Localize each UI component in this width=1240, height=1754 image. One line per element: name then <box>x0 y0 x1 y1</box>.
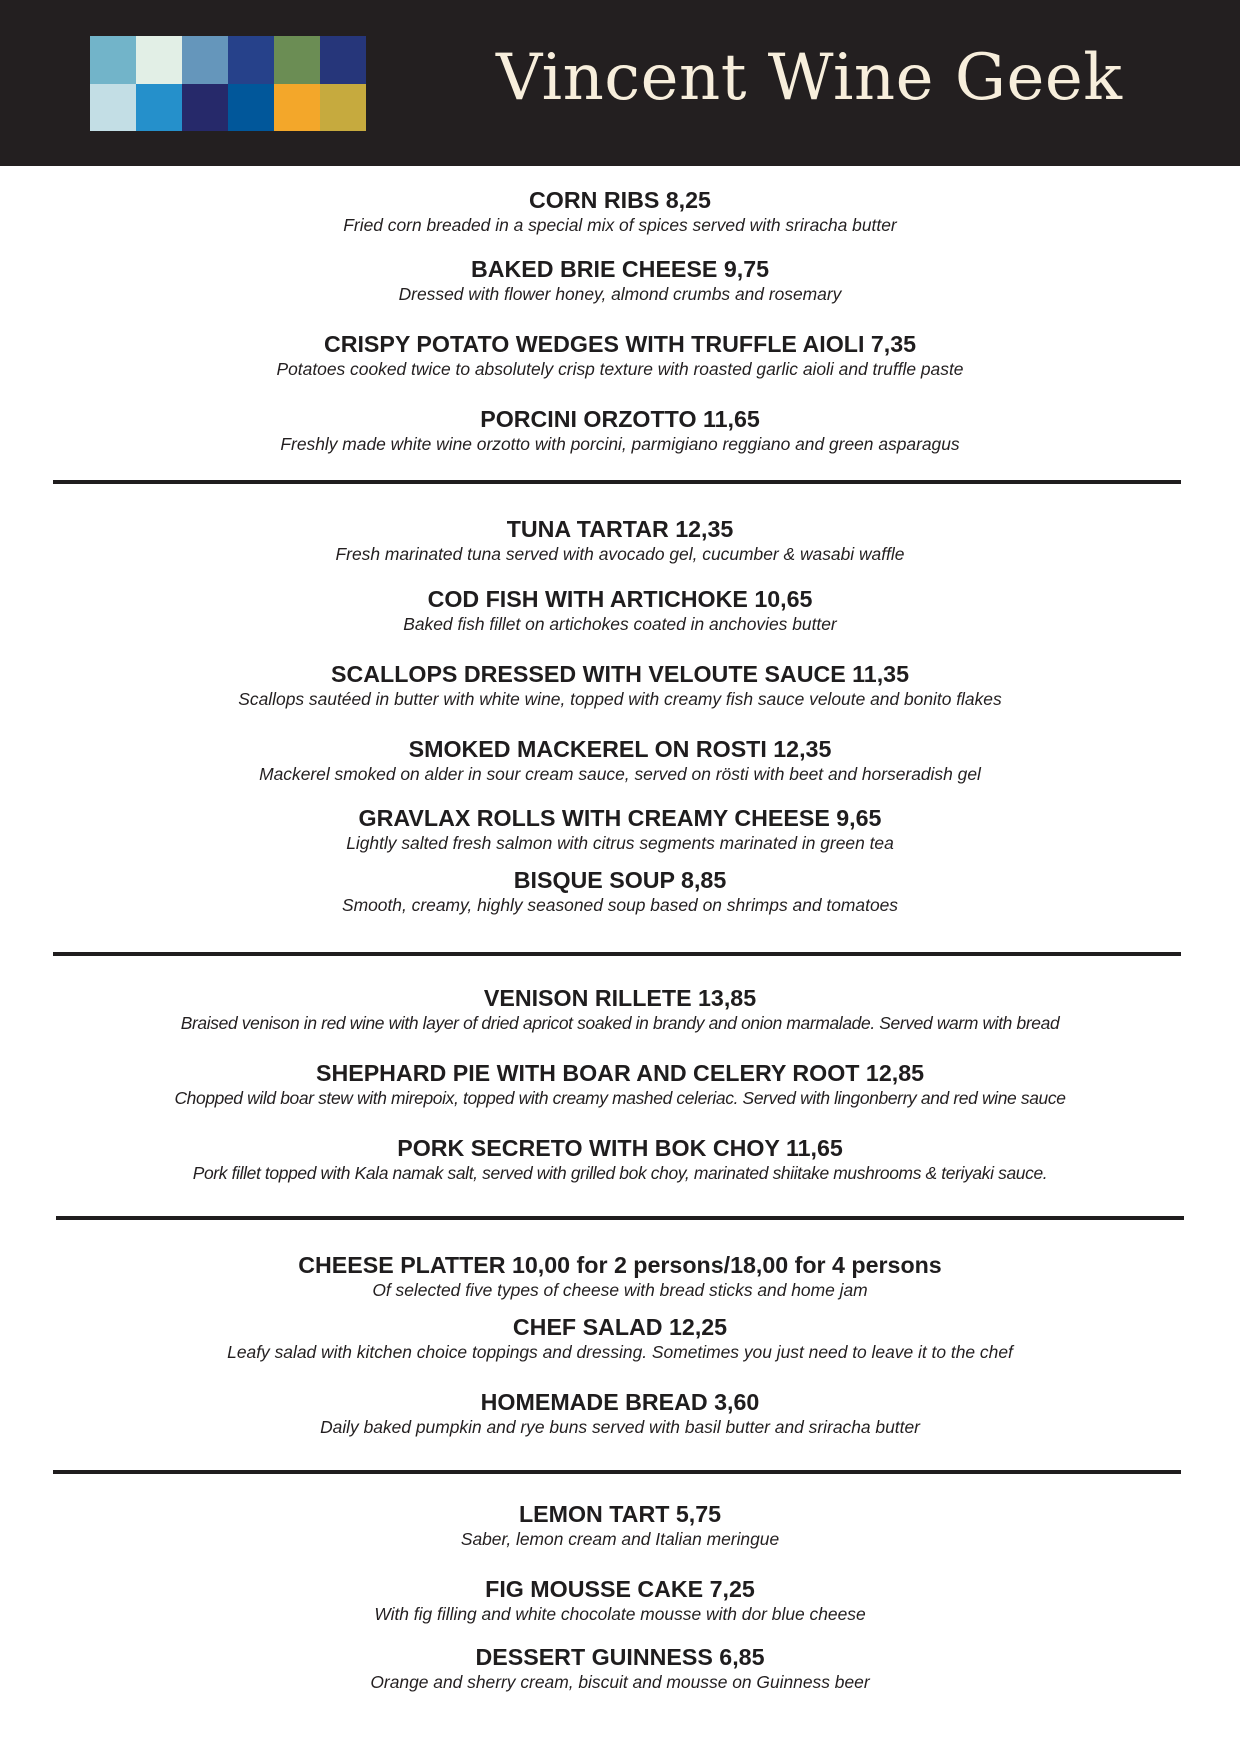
menu-item <box>0 255 1240 305</box>
logo-tile <box>90 84 136 132</box>
menu-item <box>0 1643 1240 1693</box>
menu-item <box>0 1251 1240 1301</box>
logo-tile <box>182 84 228 132</box>
menu-item <box>0 1388 1240 1438</box>
menu-item <box>0 984 1240 1034</box>
menu-item-description: Daily baked pumpkin and rye buns served with basil butter and sriracha butter <box>320 1417 920 1437</box>
menu-item-name: DESSERT GUINNESS 6,85 <box>475 1644 765 1670</box>
menu-item-name: VENISON RILLETE 13,85 <box>483 985 757 1011</box>
logo-tile <box>320 36 366 84</box>
menu-item-name: LEMON TART 5,75 <box>518 1501 722 1527</box>
menu-item-name: PORK SECRETO WITH BOK CHOY 11,65 <box>397 1135 843 1161</box>
menu-item-description: Fresh marinated tuna served with avocado gel, cucumber & wasabi waffle <box>335 544 905 564</box>
menu-item-name: BISQUE SOUP 8,85 <box>513 867 727 893</box>
menu-item <box>0 660 1240 710</box>
menu-item <box>0 804 1240 854</box>
logo-mosaic-icon <box>90 36 366 131</box>
menu-item-name: SCALLOPS DRESSED WITH VELOUTE SAUCE 11,35 <box>331 661 909 687</box>
menu-item-description: Of selected five types of cheese with bread sticks and home jam <box>372 1280 868 1300</box>
restaurant-title: Vincent Wine Geek <box>496 41 1123 115</box>
logo-tile <box>274 36 320 84</box>
menu-item-name: CRISPY POTATO WEDGES WITH TRUFFLE AIOLI 7,35 <box>323 331 917 357</box>
menu-item-description: Freshly made white wine orzotto with porcini, parmigiano reggiano and green asparagus <box>280 434 960 454</box>
menu-item-name: FIG MOUSSE CAKE 7,25 <box>485 1576 755 1602</box>
menu-item-name: CORN RIBS 8,25 <box>529 187 711 213</box>
section-divider <box>53 952 1181 956</box>
menu-item-description: Pork fillet topped with Kala namak salt, served with grilled bok choy, marinated shiitake mushrooms & teriyaki sauce. <box>192 1163 1048 1183</box>
menu-item-description: Potatoes cooked twice to absolutely crisp texture with roasted garlic aioli and truffle paste <box>276 359 964 379</box>
menu-item <box>0 1059 1240 1109</box>
logo-tile <box>228 84 274 132</box>
menu-item <box>0 1313 1240 1363</box>
menu-item-name: CHEESE PLATTER 10,00 for 2 persons/18,00 for 4 persons <box>298 1252 942 1278</box>
section-divider <box>53 480 1181 484</box>
menu-item <box>0 1500 1240 1550</box>
menu-item-name: SHEPHARD PIE WITH BOAR AND CELERY ROOT 12,85 <box>315 1060 925 1086</box>
header-bar <box>0 0 1240 166</box>
section-divider <box>53 1470 1181 1474</box>
menu-item-description: Fried corn breaded in a special mix of spices served with sriracha butter <box>343 215 897 235</box>
menu-item-name: SMOKED MACKEREL ON ROSTI 12,35 <box>408 736 832 762</box>
menu-item-name: HOMEMADE BREAD 3,60 <box>480 1389 760 1415</box>
logo-tile <box>136 36 182 84</box>
menu-item-description: Leafy salad with kitchen choice toppings and dressing. Sometimes you just need to leave it to the chef <box>227 1342 1013 1362</box>
menu-item-name: COD FISH WITH ARTICHOKE 10,65 <box>427 586 813 612</box>
menu-item-description: Orange and sherry cream, biscuit and mousse on Guinness beer <box>370 1672 870 1692</box>
menu-item <box>0 405 1240 455</box>
menu-item-description: Saber, lemon cream and Italian meringue <box>460 1529 780 1549</box>
menu-item-description: Smooth, creamy, highly seasoned soup based on shrimps and tomatoes <box>341 895 899 915</box>
menu-item <box>0 585 1240 635</box>
logo-tile <box>320 84 366 132</box>
menu-item-description: Scallops sautéed in butter with white wine, topped with creamy fish sauce veloute and bonito flakes <box>238 689 1002 709</box>
logo-tile <box>274 84 320 132</box>
menu-item <box>0 515 1240 565</box>
logo-tile <box>182 36 228 84</box>
logo-tile <box>228 36 274 84</box>
section-divider <box>56 1216 1184 1220</box>
menu-item-name: TUNA TARTAR 12,35 <box>506 516 734 542</box>
menu-item-name: GRAVLAX ROLLS WITH CREAMY CHEESE 9,65 <box>358 805 882 831</box>
menu-item-name: PORCINI ORZOTTO 11,65 <box>480 406 760 432</box>
menu-item-name: CHEF SALAD 12,25 <box>512 1314 728 1340</box>
menu-item-description: Dressed with flower honey, almond crumbs and rosemary <box>398 284 842 304</box>
menu-item-description: Braised venison in red wine with layer of dried apricot soaked in brandy and onion marmalade. Served warm with bread <box>180 1013 1060 1033</box>
menu-item-description: Mackerel smoked on alder in sour cream sauce, served on rösti with beet and horseradish gel <box>259 764 981 784</box>
menu-item-description: With fig filling and white chocolate mousse with dor blue cheese <box>374 1604 866 1624</box>
menu-item <box>0 186 1240 236</box>
menu-item-description: Lightly salted fresh salmon with citrus segments marinated in green tea <box>346 833 894 853</box>
menu-item-name: BAKED BRIE CHEESE 9,75 <box>470 256 770 282</box>
menu-item <box>0 735 1240 785</box>
logo-tile <box>90 36 136 84</box>
menu-item <box>0 1134 1240 1184</box>
menu-item <box>0 1575 1240 1625</box>
menu-item-description: Chopped wild boar stew with mirepoix, topped with creamy mashed celeriac. Served with lingonberry and red wine sauce <box>174 1088 1066 1108</box>
logo-tile <box>136 84 182 132</box>
menu-item <box>0 866 1240 916</box>
menu-item-description: Baked fish fillet on artichokes coated in anchovies butter <box>403 614 837 634</box>
menu-item <box>0 330 1240 380</box>
